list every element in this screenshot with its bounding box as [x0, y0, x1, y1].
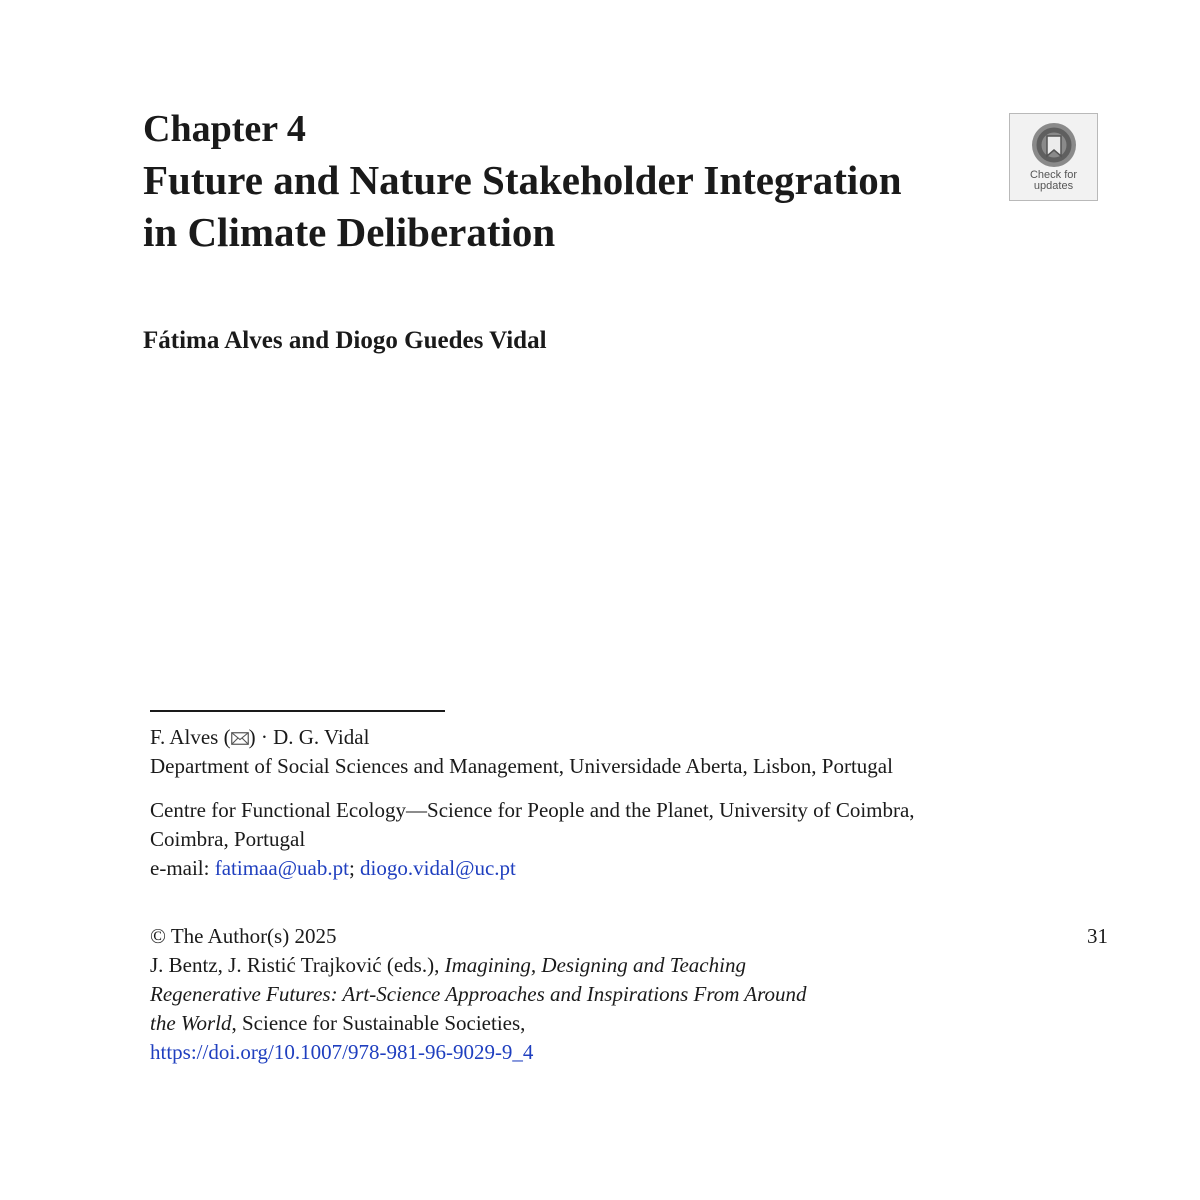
email-separator: ;	[348, 856, 361, 880]
chapter-title-line1: Future and Nature Stakeholder Integration	[143, 157, 902, 203]
book-editors: J. Bentz, J. Ristić Trajković (eds.),	[150, 953, 445, 977]
author-names: Fátima Alves and Diogo Guedes Vidal	[143, 327, 547, 354]
badge-label-line1: Check for	[1029, 169, 1078, 181]
check-for-updates-icon	[1027, 120, 1081, 170]
copyright-notice	[150, 922, 950, 1067]
email-line	[150, 854, 1070, 883]
book-series: , Science for Sustainable Societies,	[231, 1011, 526, 1035]
badge-label	[1010, 170, 1097, 192]
author-line	[150, 723, 1070, 752]
affiliation-coimbra-line2: Coimbra, Portugal	[150, 827, 306, 851]
author-affiliations	[150, 723, 1070, 883]
book-title-part2: Regenerative Futures: Art-Science Approaches and Inspirations From Around	[150, 982, 807, 1006]
chapter-title	[143, 154, 1003, 258]
book-citation	[150, 951, 950, 1067]
envelope-icon[interactable]	[231, 732, 249, 745]
email-link-alves[interactable]: fatimaa@uab.pt	[214, 856, 349, 880]
footnote-divider	[150, 710, 445, 712]
doi-link[interactable]: https://doi.org/10.1007/978-981-96-9029-9_4	[150, 1040, 534, 1064]
page-number: 31	[1087, 924, 1108, 948]
affiliation-coimbra	[150, 796, 1070, 854]
book-title-part3: the World	[150, 1011, 232, 1035]
book-title-part1: Imagining, Designing and Teaching	[444, 953, 746, 977]
badge-label-line2: updates	[1033, 180, 1074, 192]
affiliation-coimbra-line1: Centre for Functional Ecology—Science for People and the Planet, University of Coimbra,	[150, 798, 915, 822]
chapter-title-line2: in Climate Deliberation	[143, 209, 556, 255]
email-link-vidal[interactable]: diogo.vidal@uc.pt	[360, 856, 516, 880]
copyright-line: © The Author(s) 2025	[150, 924, 337, 948]
chapter-label: Chapter 4	[143, 108, 306, 150]
author-alves: F. Alves (	[150, 725, 231, 749]
affiliation-universidade-aberta: Department of Social Sciences and Management, Universidade Aberta, Lisbon, Portugal	[150, 754, 893, 778]
author-vidal: ) · D. G. Vidal	[248, 725, 370, 749]
check-for-updates-badge[interactable]	[1009, 113, 1098, 201]
email-label: e-mail:	[150, 856, 215, 880]
